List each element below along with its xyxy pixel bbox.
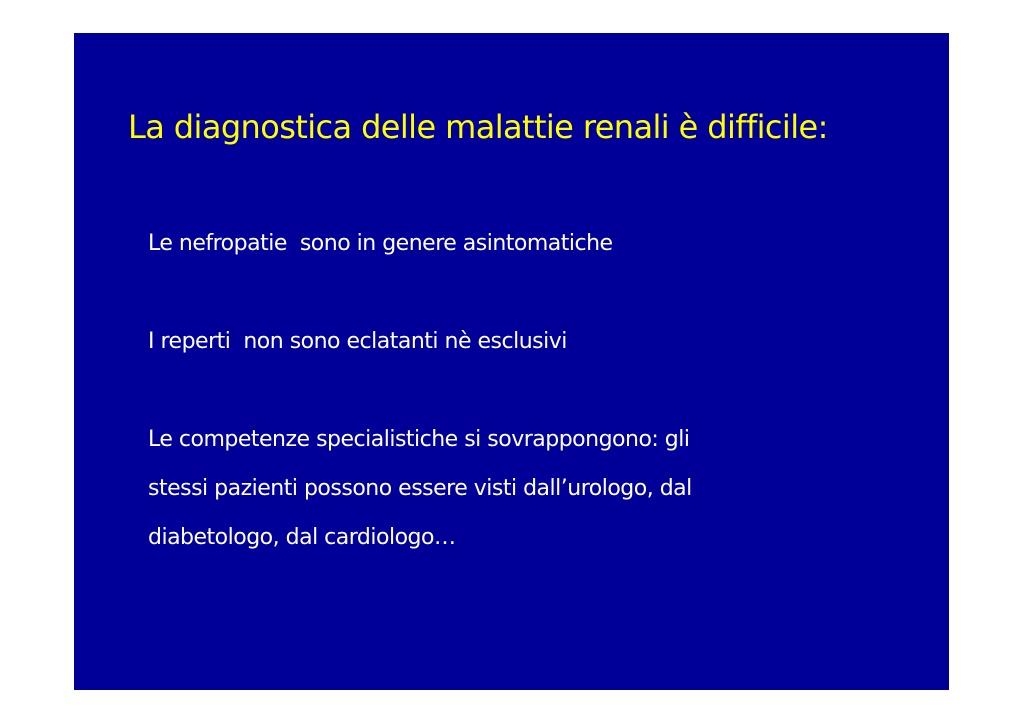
bullet-competenze-line-2: stessi pazienti possono essere visti dall’urologo, dal bbox=[148, 476, 692, 501]
bullet-reperti: I reperti non sono eclatanti nè esclusivi bbox=[148, 329, 567, 354]
bullet-nefropatie: Le nefropatie sono in genere asintomatiche bbox=[148, 231, 613, 256]
slide-title: La diagnostica delle malattie renali è difficile: bbox=[128, 108, 828, 146]
bullet-competenze-line-3: diabetologo, dal cardiologo… bbox=[148, 525, 456, 550]
slide bbox=[74, 33, 949, 690]
bullet-competenze-line-1: Le competenze specialistiche si sovrappongono: gli bbox=[148, 427, 690, 452]
